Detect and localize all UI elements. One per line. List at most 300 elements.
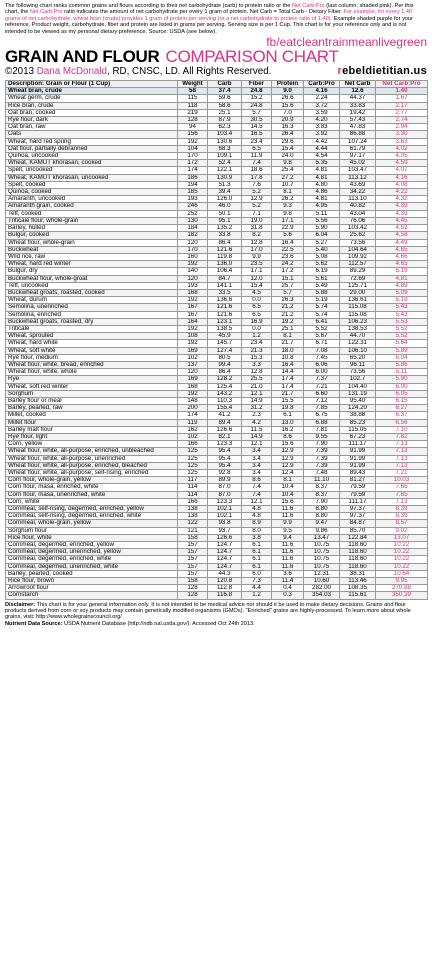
table-row — [6, 542, 428, 549]
table-row — [6, 354, 428, 361]
table-cell: 21.7 — [272, 390, 304, 397]
table-row — [6, 325, 428, 332]
table-cell: 10.75 — [304, 542, 340, 549]
table-cell: 109.1 — [208, 153, 242, 160]
table-cell: 97.37 — [340, 513, 376, 520]
table-cell: 130 — [178, 217, 208, 224]
page-title — [5, 48, 427, 65]
table-cell: Millet, cooked — [6, 412, 178, 419]
table-row — [6, 498, 428, 505]
table-cell: Amaranth, uncooked — [6, 196, 178, 203]
table-cell: 10.4 — [272, 484, 304, 491]
table-cell: 8.6 — [242, 477, 272, 484]
table-cell: 26.3 — [272, 297, 304, 304]
table-cell: 79.59 — [340, 484, 376, 491]
table-cell: 200 — [178, 405, 208, 412]
table-cell: 8.57 — [376, 520, 428, 527]
table-cell: 182 — [178, 232, 208, 239]
table-cell: Cornmeal, degermed, unenriched, white — [6, 563, 178, 570]
table-cell: 7.6 — [242, 181, 272, 188]
table-cell: 4.81 — [376, 275, 428, 282]
table-cell: 5.49 — [304, 282, 340, 289]
column-header: Weight — [178, 81, 208, 88]
table-cell: Wheat, sprouted — [6, 333, 178, 340]
table-cell: 5.52 — [376, 325, 428, 332]
table-cell: 167 — [178, 304, 208, 311]
table-cell: 120.8 — [208, 578, 242, 585]
table-row — [6, 131, 428, 138]
table-cell: 12.9 — [272, 455, 304, 462]
table-cell: 5.62 — [304, 261, 340, 268]
table-cell: Teff, uncooked — [6, 282, 178, 289]
table-cell: 4.4 — [242, 585, 272, 592]
table-cell: 121.6 — [208, 304, 242, 311]
table-row — [6, 361, 428, 368]
table-cell: 5.7 — [242, 109, 272, 116]
table-cell: 4.16 — [304, 88, 340, 95]
table-cell: 4.52 — [376, 225, 428, 232]
table-cell: 5.35 — [304, 160, 340, 167]
table-cell: Wheat flour, white, bread, enriched — [6, 361, 178, 368]
table-cell: 157 — [178, 556, 208, 563]
table-cell: 34.22 — [340, 189, 376, 196]
table-cell: 193 — [178, 282, 208, 289]
table-cell: 3.30 — [376, 131, 428, 138]
table-cell: 124.7 — [208, 563, 242, 570]
table-cell: Wheat germ, crude — [6, 95, 178, 102]
table-cell: 46.0 — [208, 203, 242, 210]
table-cell: 4.65 — [376, 261, 428, 268]
table-cell: 104.40 — [340, 383, 376, 390]
table-cell: 73.56 — [340, 239, 376, 246]
table-cell: Wheat flour, white, all-purpose, unenriched — [6, 455, 178, 462]
table-row — [6, 506, 428, 513]
table-cell: 9.02 — [376, 527, 428, 534]
table-row — [6, 196, 428, 203]
table-cell: 219 — [178, 109, 208, 116]
table-cell: 62.3 — [208, 124, 242, 131]
table-cell: 24.0 — [272, 153, 304, 160]
table-cell: 5.52 — [376, 333, 428, 340]
table-cell: 15.6 — [272, 102, 304, 109]
table-cell: 106.23 — [340, 318, 376, 325]
table-cell: 106.4 — [208, 268, 242, 275]
table-cell: 7.81 — [304, 426, 340, 433]
table-cell: 7.4 — [242, 491, 272, 498]
table-cell: Wheat, soft white — [6, 347, 178, 354]
table-cell: 4.42 — [304, 138, 340, 145]
table-cell: Semolina, enriched — [6, 311, 178, 318]
table-row — [6, 217, 428, 224]
table-row — [6, 138, 428, 145]
table-cell: 17.1 — [272, 217, 304, 224]
table-cell: 6.1 — [242, 549, 272, 556]
table-cell: 10.75 — [304, 549, 340, 556]
table-row — [6, 484, 428, 491]
table-cell: 192 — [178, 261, 208, 268]
table-cell: 116.8 — [208, 592, 242, 599]
table-cell: 122 — [178, 520, 208, 527]
table-cell: 10.75 — [304, 563, 340, 570]
table-cell: 102 — [178, 354, 208, 361]
table-row — [6, 397, 428, 404]
table-cell: 12.9 — [272, 448, 304, 455]
table-cell: 10.4 — [272, 491, 304, 498]
table-cell: Wheat, hard white — [6, 340, 178, 347]
table-cell: 169 — [178, 376, 208, 383]
table-cell: Cornmeal, degermed, enriched, yellow — [6, 542, 178, 549]
table-cell: 73.56 — [340, 369, 376, 376]
table-cell: 91.99 — [340, 455, 376, 462]
table-cell: 3.8 — [242, 534, 272, 541]
column-header: Net Carb:Pro — [376, 81, 428, 88]
table-cell: Oat bran, raw — [6, 124, 178, 131]
table-cell: 33.5 — [208, 289, 242, 296]
table-cell: Spelt, cooked — [6, 181, 178, 188]
table-cell: 7.12 — [304, 397, 340, 404]
table-cell: 93.7 — [208, 527, 242, 534]
table-cell: 7.13 — [376, 441, 428, 448]
table-cell: 5.56 — [304, 217, 340, 224]
table-cell: 5.67 — [304, 333, 340, 340]
table-cell: 45.02 — [340, 160, 376, 167]
table-cell: 4.16 — [376, 174, 428, 181]
table-cell: 6.04 — [376, 354, 428, 361]
table-cell: 4.89 — [376, 282, 428, 289]
table-cell: 6.41 — [304, 318, 340, 325]
table-cell: 11.9 — [242, 153, 272, 160]
table-cell: Wheat, soft red winter — [6, 383, 178, 390]
social-handle[interactable]: fb/eatcleantrainmeanlivegreen — [266, 35, 427, 50]
table-cell: Barley, pearled, cooked — [6, 570, 178, 577]
table-cell: 157 — [178, 570, 208, 577]
table-cell: 5.09 — [376, 289, 428, 296]
table-cell: 82.1 — [208, 433, 242, 440]
table-cell: Triticale flour, whole-grain — [6, 217, 178, 224]
table-cell: 5.86 — [376, 361, 428, 368]
table-cell: 21.3 — [242, 347, 272, 354]
table-cell: 12.9 — [242, 196, 272, 203]
table-cell: 4.80 — [304, 181, 340, 188]
table-cell: 59.6 — [208, 95, 242, 102]
table-cell: 120 — [178, 239, 208, 246]
table-cell: 118.60 — [340, 556, 376, 563]
table-cell: Bulgur, cooked — [6, 232, 178, 239]
column-header: Net Carb — [340, 81, 376, 88]
table-cell: 9.95 — [376, 578, 428, 585]
table-cell: Quinoa, uncooked — [6, 153, 178, 160]
table-cell: Cornmeal, whole-grain, yellow — [6, 520, 178, 527]
table-cell: 4.2 — [242, 419, 272, 426]
table-row — [6, 203, 428, 210]
table-cell: Corn flour, whole-grain, yellow — [6, 477, 178, 484]
title-accent: COMPARISON CHART — [165, 47, 339, 67]
table-cell: 81.27 — [340, 477, 376, 484]
table-cell: 31.8 — [242, 225, 272, 232]
column-header: Protein — [272, 81, 304, 88]
table-row — [6, 369, 428, 376]
table-cell: 282.00 — [304, 585, 340, 592]
table-cell: 9.55 — [304, 433, 340, 440]
table-cell: Bulgur, dry — [6, 268, 178, 275]
table-cell: 45.9 — [208, 333, 242, 340]
table-cell: 5.52 — [304, 325, 340, 332]
table-cell: 38.88 — [340, 412, 376, 419]
table-cell: 2.17 — [376, 102, 428, 109]
table-cell: 4.45 — [376, 217, 428, 224]
table-cell: 14.4 — [272, 369, 304, 376]
table-cell: 80.5 — [208, 354, 242, 361]
table-cell: 15.5 — [272, 397, 304, 404]
table-cell: 85.70 — [340, 527, 376, 534]
table-cell: 122.1 — [208, 167, 242, 174]
table-cell: 192 — [178, 138, 208, 145]
table-cell: 21.0 — [242, 383, 272, 390]
table-cell: 16.4 — [272, 239, 304, 246]
table-cell: 97.17 — [340, 153, 376, 160]
table-cell: 14.5 — [242, 124, 272, 131]
table-cell: 7.65 — [376, 491, 428, 498]
table-row — [6, 578, 428, 585]
table-row — [6, 433, 428, 440]
table-row — [6, 534, 428, 541]
table-cell: 6.0 — [242, 570, 272, 577]
table-cell: 125 — [178, 470, 208, 477]
table-cell: 40.82 — [340, 203, 376, 210]
table-cell: 137 — [178, 361, 208, 368]
table-cell: 103.42 — [340, 225, 376, 232]
table-cell: 4.81 — [304, 174, 340, 181]
table-cell: 5.43 — [376, 311, 428, 318]
table-cell: Wheat, hard red spring — [6, 138, 178, 145]
table-cell: 17.0 — [242, 246, 272, 253]
table-cell: 18.0 — [272, 347, 304, 354]
table-cell: 24.8 — [242, 102, 272, 109]
table-cell: 7.39 — [304, 462, 340, 469]
table-cell: 13.0 — [272, 419, 304, 426]
table-cell: 4.86 — [304, 189, 340, 196]
table-cell: 2.74 — [376, 117, 428, 124]
table-cell: 9.0 — [272, 88, 304, 95]
table-cell: 9.8 — [272, 210, 304, 217]
table-row — [6, 570, 428, 577]
table-cell: 96.11 — [340, 361, 376, 368]
table-cell: 9.47 — [304, 520, 340, 527]
table-cell: 29.6 — [272, 138, 304, 145]
table-cell: 12.8 — [242, 239, 272, 246]
table-cell: 17.4 — [272, 376, 304, 383]
table-cell: Cornmeal, self-rising, degermed, enriched, yellow — [6, 506, 178, 513]
table-cell: 30.5 — [242, 117, 272, 124]
table-cell: 7.82 — [376, 433, 428, 440]
table-cell: 25.4 — [272, 167, 304, 174]
table-cell: 8.37 — [304, 484, 340, 491]
table-cell: 8.39 — [376, 506, 428, 513]
table-row — [6, 145, 428, 152]
table-cell: 5.74 — [304, 304, 340, 311]
table-cell: 192 — [178, 390, 208, 397]
table-cell: 6.1 — [242, 563, 272, 570]
table-cell: 12.31 — [304, 570, 340, 577]
table-cell: 1.2 — [242, 592, 272, 599]
table-cell: 25.62 — [340, 232, 376, 239]
table-cell: 19.8 — [272, 405, 304, 412]
table-cell: 7.1 — [242, 210, 272, 217]
table-row — [6, 412, 428, 419]
table-cell: 103.47 — [340, 167, 376, 174]
table-cell: 85.23 — [340, 419, 376, 426]
table-cell: 11.5 — [242, 426, 272, 433]
table-cell: 86.4 — [208, 369, 242, 376]
table-cell: 18.6 — [242, 167, 272, 174]
table-cell: 5.64 — [376, 340, 428, 347]
table-cell: 7.13 — [376, 498, 428, 505]
table-cell: 92.8 — [208, 470, 242, 477]
table-cell: Rye flour, light — [6, 433, 178, 440]
table-cell: 0.0 — [242, 325, 272, 332]
table-cell: 128.2 — [208, 376, 242, 383]
table-cell: 4.49 — [376, 239, 428, 246]
table-cell: 41.2 — [208, 412, 242, 419]
table-cell: 126.6 — [208, 534, 242, 541]
table-cell: 4.8 — [242, 513, 272, 520]
table-cell: 27.2 — [272, 174, 304, 181]
table-cell: 7.21 — [376, 470, 428, 477]
table-cell: 5.53 — [376, 318, 428, 325]
table-cell: 7.4 — [242, 484, 272, 491]
table-cell: Rice flour, brown — [6, 578, 178, 585]
table-cell: 124.7 — [208, 549, 242, 556]
table-row — [6, 383, 428, 390]
table-cell: 246 — [178, 203, 208, 210]
table-cell: 4.02 — [376, 145, 428, 152]
table-cell: 5.19 — [304, 297, 340, 304]
table-cell: 11.6 — [272, 549, 304, 556]
table-row — [6, 102, 428, 109]
table-cell: 6.60 — [304, 390, 340, 397]
table-row — [6, 592, 428, 599]
table-cell: 104 — [178, 145, 208, 152]
table-cell: 6.5 — [242, 304, 272, 311]
table-cell: 20.9 — [272, 117, 304, 124]
table-cell: 25.1 — [272, 325, 304, 332]
table-cell: 8.1 — [272, 189, 304, 196]
table-cell: 114 — [178, 491, 208, 498]
table-cell: 89.9 — [208, 477, 242, 484]
table-cell: 12.6 — [340, 88, 376, 95]
table-cell: 4.59 — [376, 160, 428, 167]
table-cell: 0.4 — [272, 585, 304, 592]
table-cell: 169 — [178, 347, 208, 354]
table-cell: 158 — [178, 578, 208, 585]
table-cell: 4.07 — [376, 167, 428, 174]
table-cell: 5.19 — [376, 268, 428, 275]
table-cell: 125.4 — [208, 383, 242, 390]
table-cell: 15.1 — [272, 275, 304, 282]
table-cell: 145.7 — [208, 340, 242, 347]
table-cell: 11.6 — [272, 542, 304, 549]
table-cell: 170 — [178, 246, 208, 253]
table-cell: 19.2 — [272, 318, 304, 325]
table-cell: 7.85 — [304, 405, 340, 412]
table-cell: Corn flour, masa, unenriched, white — [6, 491, 178, 498]
table-row — [6, 289, 428, 296]
table-cell: 4.54 — [304, 153, 340, 160]
table-row — [6, 153, 428, 160]
table-cell: 12.0 — [242, 275, 272, 282]
table-cell: 44.37 — [340, 95, 376, 102]
table-cell: 86.4 — [208, 239, 242, 246]
table-cell: 15.2 — [242, 95, 272, 102]
table-cell: 91.99 — [340, 462, 376, 469]
table-cell: 2.77 — [376, 109, 428, 116]
table-cell: 157 — [178, 563, 208, 570]
table-cell: 11.6 — [272, 506, 304, 513]
table-row — [6, 297, 428, 304]
table-cell: 102.7 — [340, 376, 376, 383]
table-cell: Wheat, durum — [6, 297, 178, 304]
table-cell: Amaranth grain, cooked — [6, 203, 178, 210]
table-cell: 108 — [178, 333, 208, 340]
table-cell: 4.22 — [376, 189, 428, 196]
table-cell: 10.22 — [376, 556, 428, 563]
table-cell: 11.4 — [272, 578, 304, 585]
table-cell: 125 — [178, 455, 208, 462]
table-cell: 5.19 — [376, 297, 428, 304]
table-cell: 156 — [178, 131, 208, 138]
table-cell: 4.8 — [242, 506, 272, 513]
table-cell: 128 — [178, 592, 208, 599]
table-cell: 11.6 — [272, 563, 304, 570]
table-cell: 25.5 — [242, 376, 272, 383]
table-cell: 33.83 — [340, 102, 376, 109]
table-cell: 3.83 — [304, 124, 340, 131]
table-cell: Wheat flour, white, all-purpose, enriched, unbleached — [6, 448, 178, 455]
brand-logo[interactable]: rebeldietitian.us — [337, 65, 427, 78]
table-cell: 164 — [178, 318, 208, 325]
table-cell: 9.9 — [242, 253, 272, 260]
table-cell: Cornstarch — [6, 592, 178, 599]
table-cell: 3.4 — [242, 470, 272, 477]
table-cell: 22.9 — [272, 225, 304, 232]
table-cell: 39.4 — [208, 189, 242, 196]
table-cell: 148 — [178, 397, 208, 404]
table-cell: 13.07 — [376, 534, 428, 541]
table-cell: 68.3 — [208, 145, 242, 152]
table-cell: 158 — [178, 534, 208, 541]
table-cell: 4.95 — [304, 203, 340, 210]
table-cell: 5.61 — [304, 275, 340, 282]
table-cell: 350.39 — [376, 592, 428, 599]
table-cell: Cornmeal, degermed, unenriched, yellow — [6, 549, 178, 556]
table-cell: 3.72 — [304, 102, 340, 109]
table-cell: 4.05 — [376, 153, 428, 160]
table-cell: 7.13 — [376, 462, 428, 469]
table-cell: 95.4 — [208, 455, 242, 462]
table-row — [6, 390, 428, 397]
table-cell: 6.1 — [242, 556, 272, 563]
table-row — [6, 124, 428, 131]
table-cell: 192 — [178, 325, 208, 332]
table-cell: 122.31 — [340, 340, 376, 347]
table-cell: 14.9 — [242, 397, 272, 404]
table-cell: 26.2 — [272, 196, 304, 203]
table-cell: 119 — [178, 419, 208, 426]
table-cell: 7.45 — [304, 354, 340, 361]
table-cell: 6.75 — [304, 412, 340, 419]
table-row — [6, 189, 428, 196]
table-cell: 193 — [178, 196, 208, 203]
